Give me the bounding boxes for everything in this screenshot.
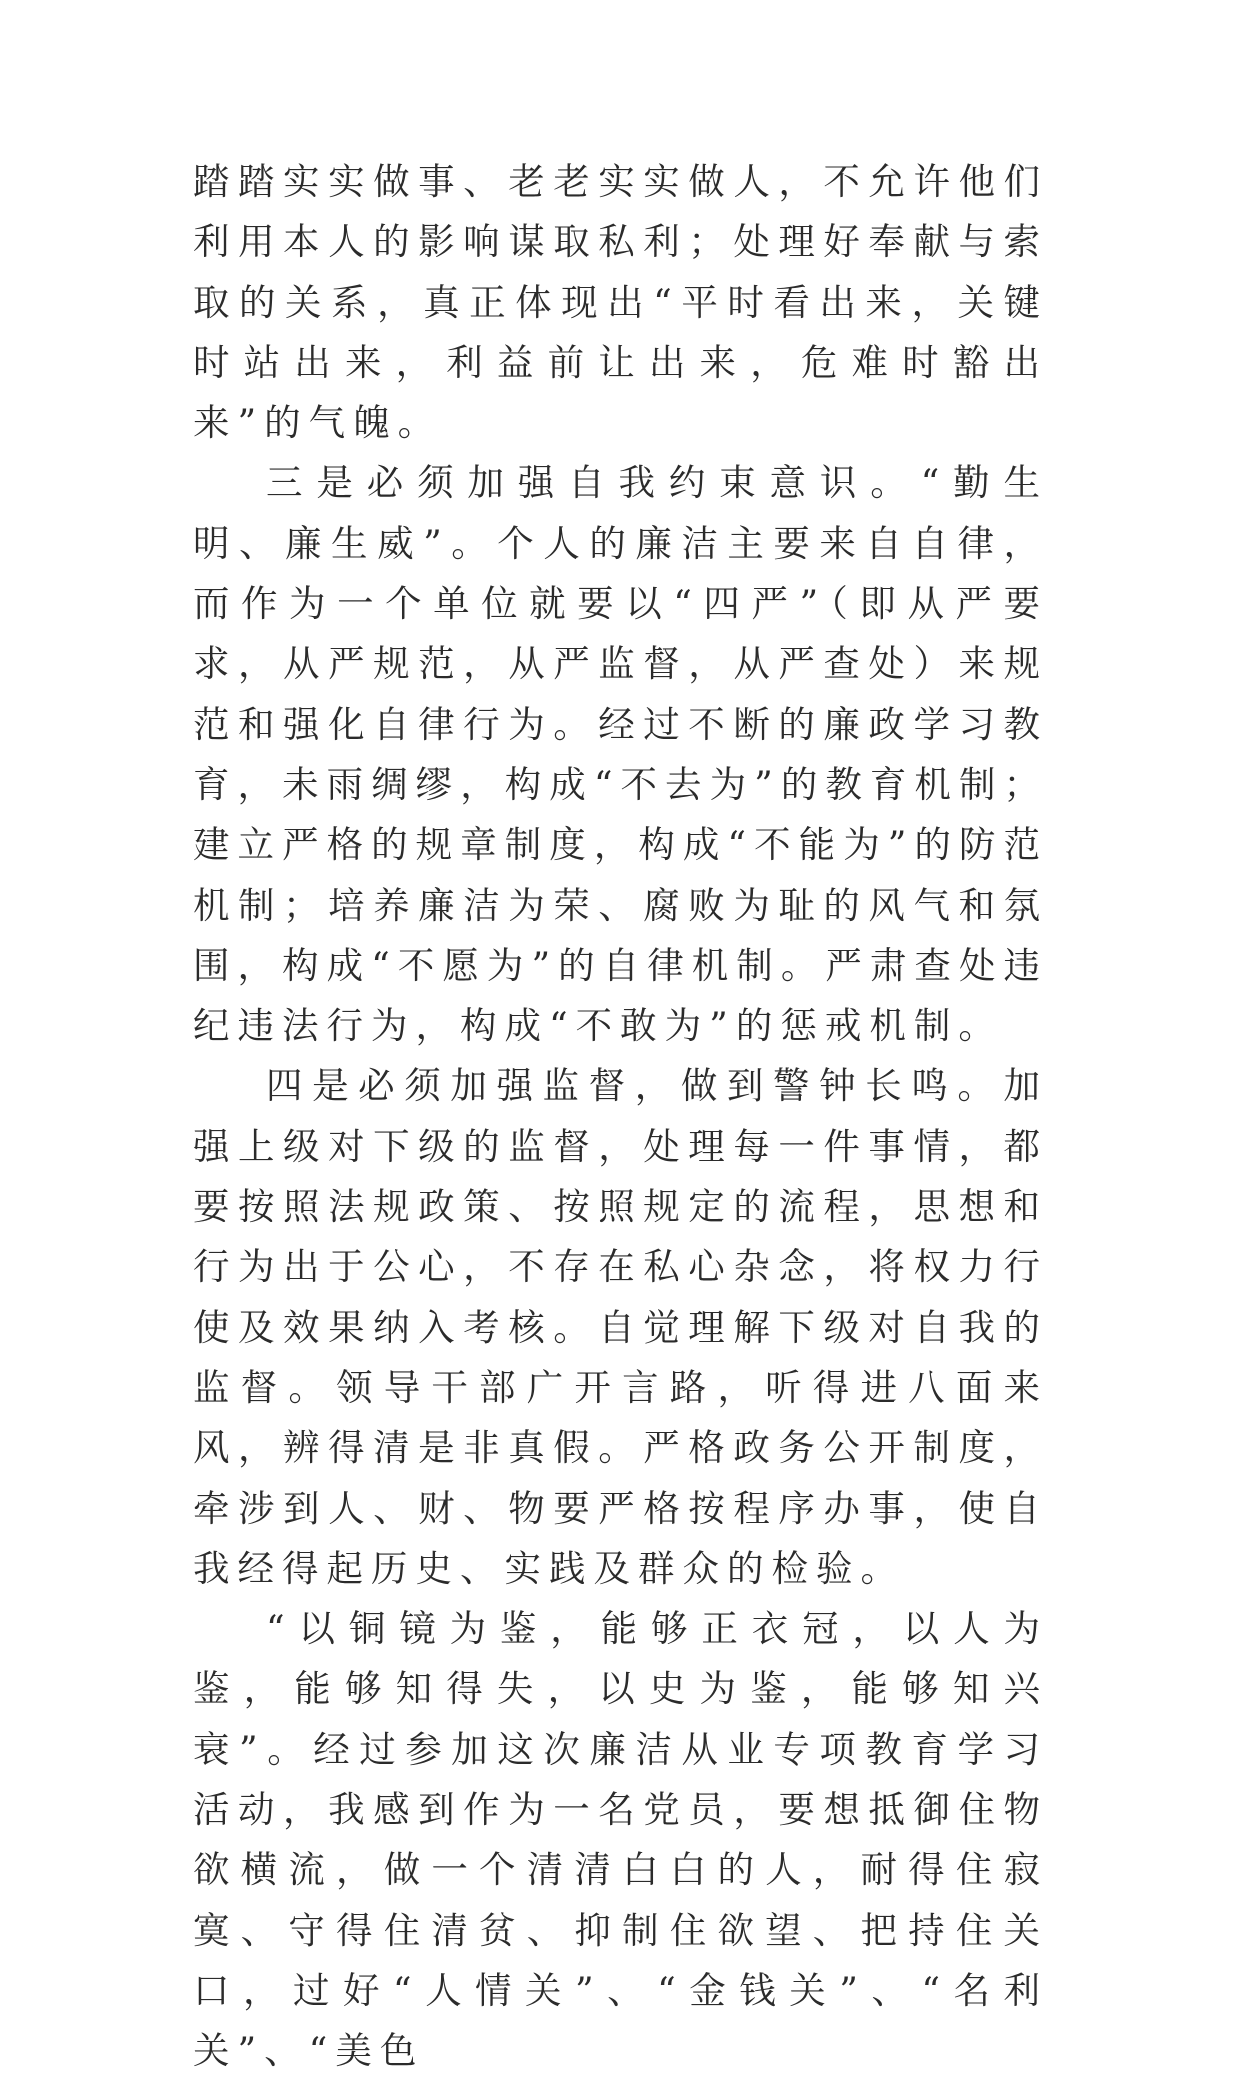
paragraph-continued: 踏踏实实做事、老老实实做人，不允许他们利用本人的影响谋取私利；处理好奉献与索取的关系，真正体现出“平时看出来，关键时站出来，利益前让出来，危难时豁出来”的气魄。 — [193, 160, 1048, 445]
paragraph-mirror-quote: “以铜镜为鉴，能够正衣冠，以人为鉴，能够知得失，以史为鉴，能够知兴衰”。经过参加这次廉洁从业专项教育学习活动，我感到作为一名党员，要想抵御住物欲横流，做一个清清白白的人，耐得住寂寞、守得住清贫、抑制住欲望、把持住关口，过好“人情关”、“金钱关”、“名利关”、“美色 — [193, 1607, 1048, 2073]
paragraph-supervision: 四是必须加强监督，做到警钟长鸣。加强上级对下级的监督，处理每一件事情，都要按照法规政策、按照规定的流程，思想和行为出于公心，不存在私心杂念，将权力行使及效果纳入考核。自觉理解下级对自我的监督。领导干部广开言路，听得进八面来风，辨得清是非真假。严格政务公开制度，牵涉到人、财、物要严格按程序办事，使自我经得起历史、实践及群众的检验。 — [193, 1064, 1048, 1590]
document-body — [193, 152, 1048, 2082]
paragraph-self-discipline: 三是必须加强自我约束意识。“勤生明、廉生威”。个人的廉洁主要来自自律，而作为一个单位就要以“四严”（即从严要求，从严规范，从严监督，从严查处）来规范和强化自律行为。经过不断的廉政学习教育，未雨绸缪，构成“不去为”的教育机制；建立严格的规章制度，构成“不能为”的防范机制；培养廉洁为荣、腐败为耻的风气和氛围，构成“不愿为”的自律机制。严肃查处违纪违法行为，构成“不敢为”的惩戒机制。 — [193, 461, 1048, 1048]
